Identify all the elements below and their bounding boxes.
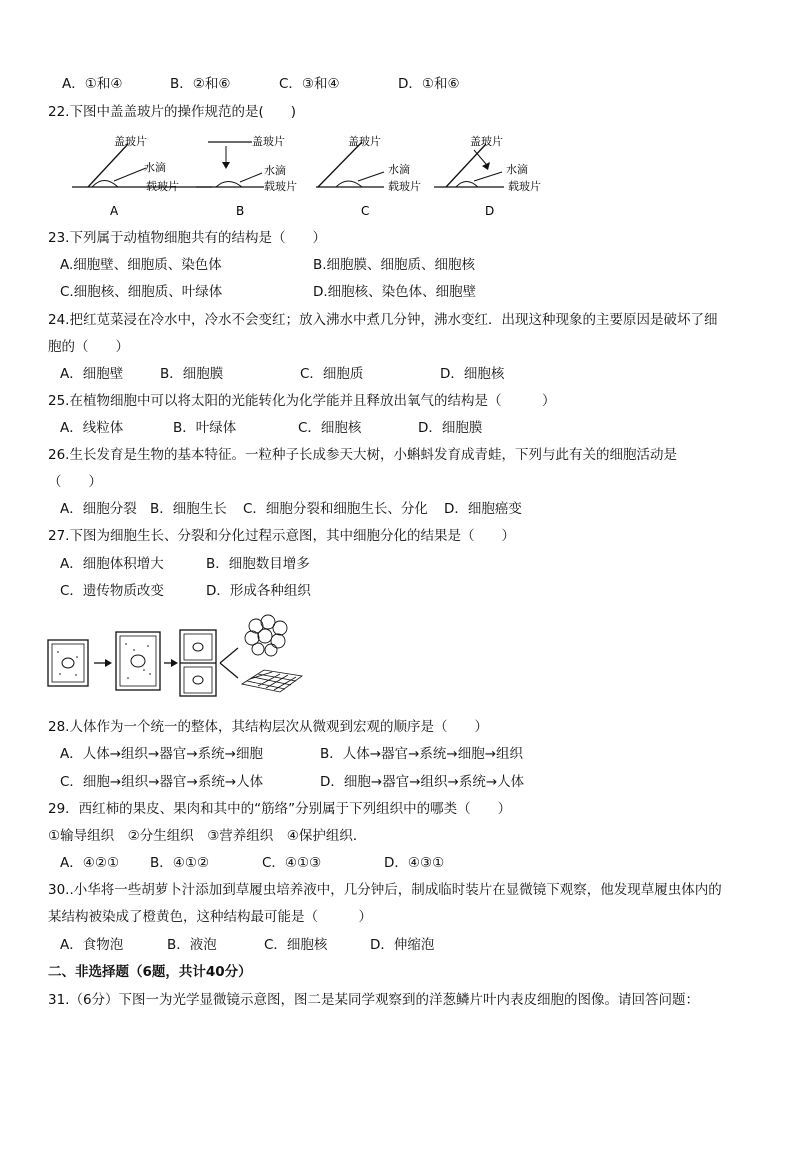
- q23-option-c: C.细胞核、细胞质、叶绿体: [60, 284, 223, 300]
- q25-option-c: C．细胞核: [298, 420, 362, 436]
- q22-a-label-cover: 盖玻片: [114, 135, 147, 148]
- q24-option-d: D．细胞核: [440, 366, 505, 382]
- q22-a-label-water: 水滴: [144, 161, 166, 174]
- q27-cell-grown: [116, 632, 160, 690]
- q30-option-c: C．细胞核: [264, 937, 328, 953]
- q21-option-a: A．①和④: [62, 76, 123, 92]
- q22-figure-b: [196, 134, 297, 218]
- q25-stem: 25.在植物细胞中可以将太阳的光能转化为化学能并且释放出氧气的结构是（ ）: [48, 393, 556, 409]
- q28-option-c: C．细胞→组织→器官→系统→人体: [60, 774, 264, 790]
- q26-option-c: C．细胞分裂和细胞生长、分化: [243, 501, 428, 517]
- q22-coverslip-figure: [66, 128, 556, 222]
- q26-option-b: B．细胞生长: [150, 501, 227, 517]
- q30-stem-line2: 某结构被染成了橙黄色，这种结构最可能是（ ）: [48, 909, 372, 925]
- q29-option-c: C．④①③: [262, 855, 322, 871]
- q27-cell-original: [48, 640, 88, 686]
- q27-option-b: B．细胞数目增多: [206, 556, 310, 572]
- q21-option-b: B．②和⑥: [170, 76, 231, 92]
- q22-figure-c: [316, 134, 421, 218]
- q27-cell-divided: [180, 630, 216, 696]
- q27-cell-process-figure: [44, 612, 306, 700]
- q24-option-a: A．细胞壁: [60, 366, 124, 382]
- q25-option-b: B．叶绿体: [173, 420, 237, 436]
- section-2-heading: 二、非选择题（6题，共计40分）: [48, 964, 252, 980]
- q26-option-d: D．细胞癌变: [444, 501, 522, 517]
- q30-stem-line1: 30..小华将一些胡萝卜汁添加到草履虫培养液中，几分钟后，制成临时装片在显微镜下观察，他发现草履虫体内的: [48, 882, 722, 898]
- q29-option-b: B．④①②: [150, 855, 210, 871]
- q22-a-label-slide: 载玻片: [146, 180, 179, 193]
- q27-tissue-round: [245, 615, 287, 656]
- q27-stem: 27.下图为细胞生长、分裂和分化过程示意图，其中细胞分化的结果是（ ）: [48, 528, 515, 544]
- q29-stem: 29．西红柿的果皮、果肉和其中的“筋络”分别属于下列组织中的哪类（ ）: [48, 801, 512, 817]
- q29-option-d: D．④③①: [384, 855, 445, 871]
- q22-letter-c: C: [361, 204, 370, 218]
- q22-c-label-water: 水滴: [388, 163, 410, 176]
- q30-option-b: B．液泡: [167, 937, 217, 953]
- q30-option-a: A．食物泡: [60, 937, 124, 953]
- q22-letter-d: D: [485, 204, 495, 218]
- q27-tissue-sheet: [242, 670, 302, 692]
- q28-option-b: B．人体→器官→系统→细胞→组织: [320, 746, 524, 762]
- q22-figure-d: [434, 134, 541, 218]
- q22-b-label-water: 水滴: [264, 164, 286, 177]
- q28-option-a: A．人体→组织→器官→系统→细胞: [60, 746, 263, 762]
- q29-items: ①输导组织 ②分生组织 ③营养组织 ④保护组织．: [48, 828, 367, 844]
- q23-option-d: D.细胞核、染色体、细胞壁: [313, 284, 477, 300]
- q28-stem: 28.人体作为一个统一的整体，其结构层次从微观到宏观的顺序是（ ）: [48, 719, 488, 735]
- q27-option-a: A．细胞体积增大: [60, 556, 164, 572]
- q26-stem-line2: （ ）: [48, 474, 102, 490]
- q23-option-b: B.细胞膜、细胞质、细胞核: [313, 257, 476, 273]
- q23-stem: 23.下列属于动植物细胞共有的结构是（ ）: [48, 230, 326, 246]
- q22-b-label-cover: 盖玻片: [252, 135, 285, 148]
- q22-figure-a: [72, 134, 212, 218]
- q26-stem-line1: 26.生长发育是生物的基本特征。一粒种子长成参天大树，小蝌蚪发育成青蛙，下列与此有关的细胞活动是: [48, 447, 677, 463]
- q22-d-label-cover: 盖玻片: [470, 135, 503, 148]
- q30-option-d: D．伸缩泡: [370, 937, 435, 953]
- q22-letter-a: A: [110, 204, 119, 218]
- q21-option-d: D．①和⑥: [398, 76, 460, 92]
- q28-option-d: D．细胞→器官→组织→系统→人体: [320, 774, 525, 790]
- q22-c-label-cover: 盖玻片: [348, 135, 381, 148]
- q22-c-label-slide: 载玻片: [388, 180, 421, 193]
- q22-d-label-water: 水滴: [506, 163, 528, 176]
- q21-option-c: C．③和④: [279, 76, 340, 92]
- q31-stem: 31.（6分）下图一为光学显微镜示意图，图二是某同学观察到的洋葱鳞片叶内表皮细胞的图像。请回答问题：: [48, 992, 700, 1008]
- q27-option-d: D．形成各种组织: [206, 583, 311, 599]
- q25-option-a: A．线粒体: [60, 420, 124, 436]
- q25-option-d: D．细胞膜: [418, 420, 483, 436]
- q24-stem-line2: 胞的（ ）: [48, 339, 129, 355]
- q27-option-c: C．遗传物质改变: [60, 583, 164, 599]
- q22-d-label-slide: 载玻片: [508, 180, 541, 193]
- q22-stem: 22.下图中盖盖玻片的操作规范的是( ): [48, 104, 297, 120]
- q22-b-label-slide: 载玻片: [264, 180, 297, 193]
- q22-letter-b: B: [236, 204, 245, 218]
- q24-option-b: B．细胞膜: [160, 366, 224, 382]
- q24-stem-line1: 24.把红苋菜浸在冷水中，冷水不会变红；放入沸水中煮几分钟，沸水变红．出现这种现象的主要原因是破坏了细: [48, 312, 718, 328]
- q26-option-a: A．细胞分裂: [60, 501, 137, 517]
- q24-option-c: C．细胞质: [300, 366, 364, 382]
- q23-option-a: A.细胞壁、细胞质、染色体: [60, 257, 222, 273]
- q29-option-a: A．④②①: [60, 855, 120, 871]
